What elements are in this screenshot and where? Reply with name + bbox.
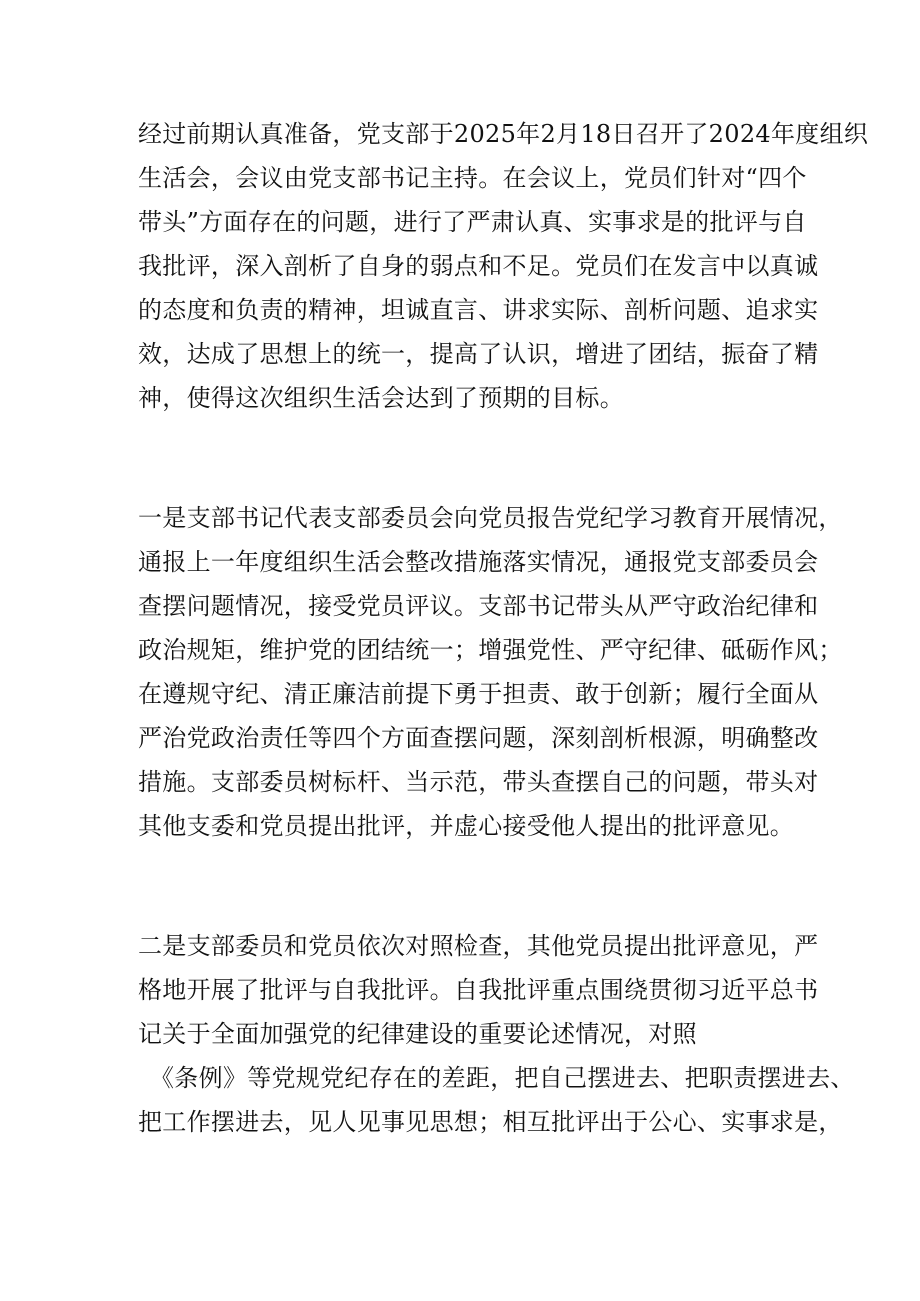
text-line: 在遵规守纪、清正廉洁前提下勇于担责、敢于创新；履行全面从	[138, 680, 819, 708]
text-line: 一是支部书记代表支部委员会向党员报告党纪学习教育开展情况，	[138, 504, 843, 532]
text-line: 格地开展了批评与自我批评。自我批评重点围绕贯彻习近平总书	[138, 976, 819, 1004]
text-line: 效，达成了思想上的统一，提高了认识，增进了团结，振奋了精	[138, 340, 819, 368]
text-line: 我批评，深入剖析了自身的弱点和不足。党员们在发言中以真诚	[138, 252, 819, 280]
text-line: 的态度和负责的精神，坦诚直言、讲求实际、剖析问题、追求实	[138, 296, 819, 324]
text-line: 神，使得这次组织生活会达到了预期的目标。	[138, 384, 624, 412]
text-line: 查摆问题情况，接受党员评议。支部书记带头从严守政治纪律和	[138, 592, 819, 620]
text-line: 其他支委和党员提出批评，并虚心接受他人提出的批评意见。	[138, 812, 795, 840]
text-line: 二是支部委员和党员依次对照检查，其他党员提出批评意见，严	[138, 932, 819, 960]
text-line: 严治党政治责任等四个方面查摆问题，深刻剖析根源，明确整改	[138, 724, 819, 752]
text-line: 把工作摆进去，见人见事见思想；相互批评出于公心、实事求是，	[138, 1108, 843, 1136]
text-line: 政治规矩，维护党的团结统一；增强党性、严守纪律、砥砺作风；	[138, 636, 843, 664]
text-line: 通报上一年度组织生活会整改措施落实情况，通报党支部委员会	[138, 548, 819, 576]
text-line: 生活会，会议由党支部书记主持。在会议上，党员们针对“四个	[138, 164, 807, 192]
text-line: 措施。支部委员树标杆、当示范，带头查摆自己的问题，带头对	[138, 768, 819, 796]
text-line: 经过前期认真准备，党支部于2025年2月18日召开了2024年度组织	[138, 120, 869, 148]
text-line: 带头”方面存在的问题，进行了严肃认真、实事求是的批评与自	[138, 208, 807, 236]
text-line: 记关于全面加强党的纪律建设的重要论述情况，对照	[138, 1020, 697, 1048]
text-line: 《条例》等党规党纪存在的差距，把自己摆进去、把职责摆进去、	[150, 1064, 855, 1092]
